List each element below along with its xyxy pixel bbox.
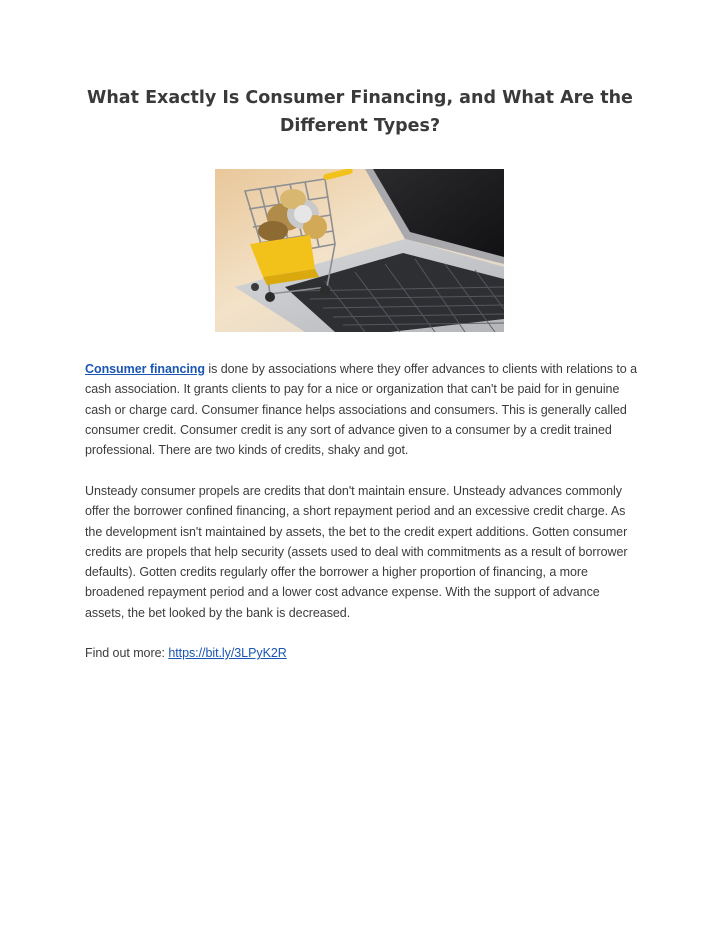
shopping-cart-laptop-photo xyxy=(215,169,504,332)
paragraph-loan-types: Unsteady consumer propels are credits that don't maintain ensure. Unsteady advances commonly offer the borrower confined financing, a short repayment period and an excessive credit charge. As the development isn't maintained by assets, the bet to the credit expert additions. Gotten consumer credits are propels that help security (assets used to deal with commitments as a result of borrower defaults). Gotten credits regularly offer the borrower a higher proportion of financing, a more broadened repayment period and a lower cost advance expense. With the support of advance assets, the bet looked by the bank is decreased. xyxy=(85,484,628,620)
consumer-financing-link[interactable]: Consumer financing xyxy=(85,362,205,376)
hero-image xyxy=(215,169,504,332)
paragraph-intro-text: is done by associations where they offer advances to clients with relations to a cash association. It grants clients to pay for a nice or organization that can't be paid for in genuine cash or charge card. Consumer finance helps associations and consumers. This is generally called consumer credit. Consumer credit is any sort of advance given to a consumer by a credit trained professional. There are two kinds of credits, shaky and got. xyxy=(85,362,638,458)
page-title: What Exactly Is Consumer Financing, and What Are the Different Types? xyxy=(87,88,633,136)
paragraph-find-out-more xyxy=(85,643,640,663)
paragraph-intro xyxy=(85,359,640,460)
find-out-more-label: Find out more: xyxy=(85,646,169,660)
short-url-link[interactable]: https://bit.ly/3LPyK2R xyxy=(168,646,287,660)
